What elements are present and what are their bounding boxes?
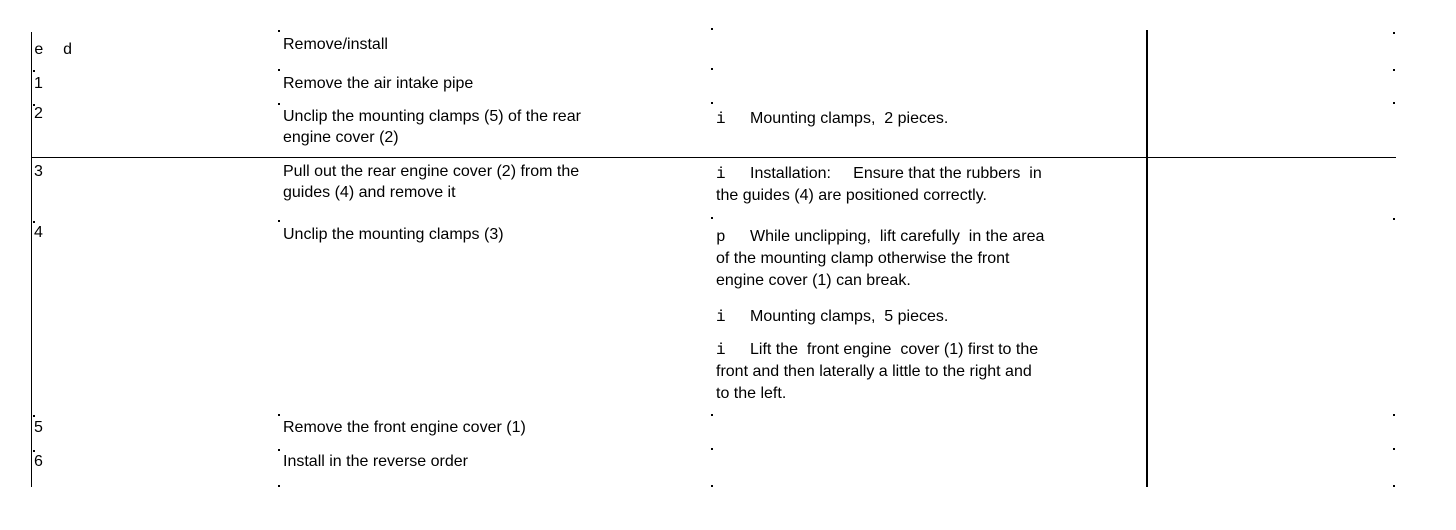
- note-line: of the mounting clamp otherwise the front: [716, 250, 1010, 267]
- tick-mark: [1393, 448, 1395, 450]
- tick-mark: [278, 30, 280, 32]
- tick-mark: [711, 414, 713, 416]
- tick-mark: [711, 448, 713, 450]
- step-text-line: Remove the front engine cover (1): [283, 419, 526, 436]
- note-line: While unclipping, lift carefully in the area: [750, 228, 1045, 245]
- info-icon: i: [716, 165, 726, 183]
- info-note: [716, 306, 1136, 328]
- tick-mark: [711, 485, 713, 487]
- step-text-line: Pull out the rear engine cover (2) from the: [283, 163, 580, 180]
- tick-mark: [1393, 32, 1395, 34]
- step-text: [283, 417, 526, 438]
- tick-mark: [278, 414, 280, 416]
- step-text-line: Unclip the mounting clamps (3): [283, 226, 504, 243]
- info-icon: i: [716, 110, 726, 128]
- header-title: Remove/install: [283, 36, 388, 53]
- tick-mark: [278, 485, 280, 487]
- step-number: 2: [34, 105, 43, 122]
- tick-mark: [1393, 485, 1395, 487]
- tick-mark: [1393, 414, 1395, 416]
- step-number: 4: [34, 224, 43, 241]
- tick-mark: [711, 102, 713, 104]
- tick-mark: [278, 103, 280, 105]
- tick-mark: [1393, 218, 1395, 220]
- tick-mark: [711, 28, 713, 30]
- note-line: to the left.: [716, 385, 787, 402]
- step-number: 3: [34, 163, 43, 180]
- step-text: [283, 161, 579, 203]
- left-border: [31, 32, 32, 487]
- step-text: [283, 73, 473, 94]
- step-text-line: guides (4) and remove it: [283, 184, 456, 201]
- info-note: [716, 108, 1136, 130]
- tick-mark: [278, 220, 280, 222]
- step-text: [283, 224, 504, 245]
- info-icon: i: [716, 308, 726, 326]
- note-line: Installation: Ensure that the rubbers in: [750, 165, 1042, 182]
- step-text: [283, 451, 468, 472]
- note-line: Mounting clamps, 5 pieces.: [750, 308, 949, 325]
- step-number: 1: [34, 75, 43, 92]
- right-column-border: [1146, 30, 1148, 487]
- note-line: Mounting clamps, 2 pieces.: [750, 110, 949, 127]
- tick-mark: [33, 70, 35, 72]
- info-note: [716, 339, 1136, 405]
- warning-note: [716, 226, 1136, 292]
- step-number: 5: [34, 419, 43, 436]
- row-divider: [31, 157, 1396, 158]
- info-icon: i: [716, 341, 726, 359]
- header-symbols: e d: [34, 41, 73, 59]
- tick-mark: [711, 68, 713, 70]
- note-line: engine cover (1) can break.: [716, 272, 911, 289]
- step-text-line: Unclip the mounting clamps (5) of the rear: [283, 108, 581, 125]
- info-note: [716, 163, 1136, 207]
- note-line: Lift the front engine cover (1) first to the: [750, 341, 1039, 358]
- warning-icon: p: [716, 228, 726, 246]
- step-text-line: Remove the air intake pipe: [283, 75, 474, 92]
- note-line: front and then laterally a little to the right and: [716, 363, 1032, 380]
- tick-mark: [1393, 69, 1395, 71]
- tick-mark: [1393, 102, 1395, 104]
- step-number: 6: [34, 453, 43, 470]
- step-text: [283, 106, 581, 148]
- step-text-line: engine cover (2): [283, 129, 399, 146]
- tick-mark: [278, 69, 280, 71]
- note-line: the guides (4) are positioned correctly.: [716, 187, 987, 204]
- tick-mark: [278, 449, 280, 451]
- step-text-line: Install in the reverse order: [283, 453, 468, 470]
- tick-mark: [711, 217, 713, 219]
